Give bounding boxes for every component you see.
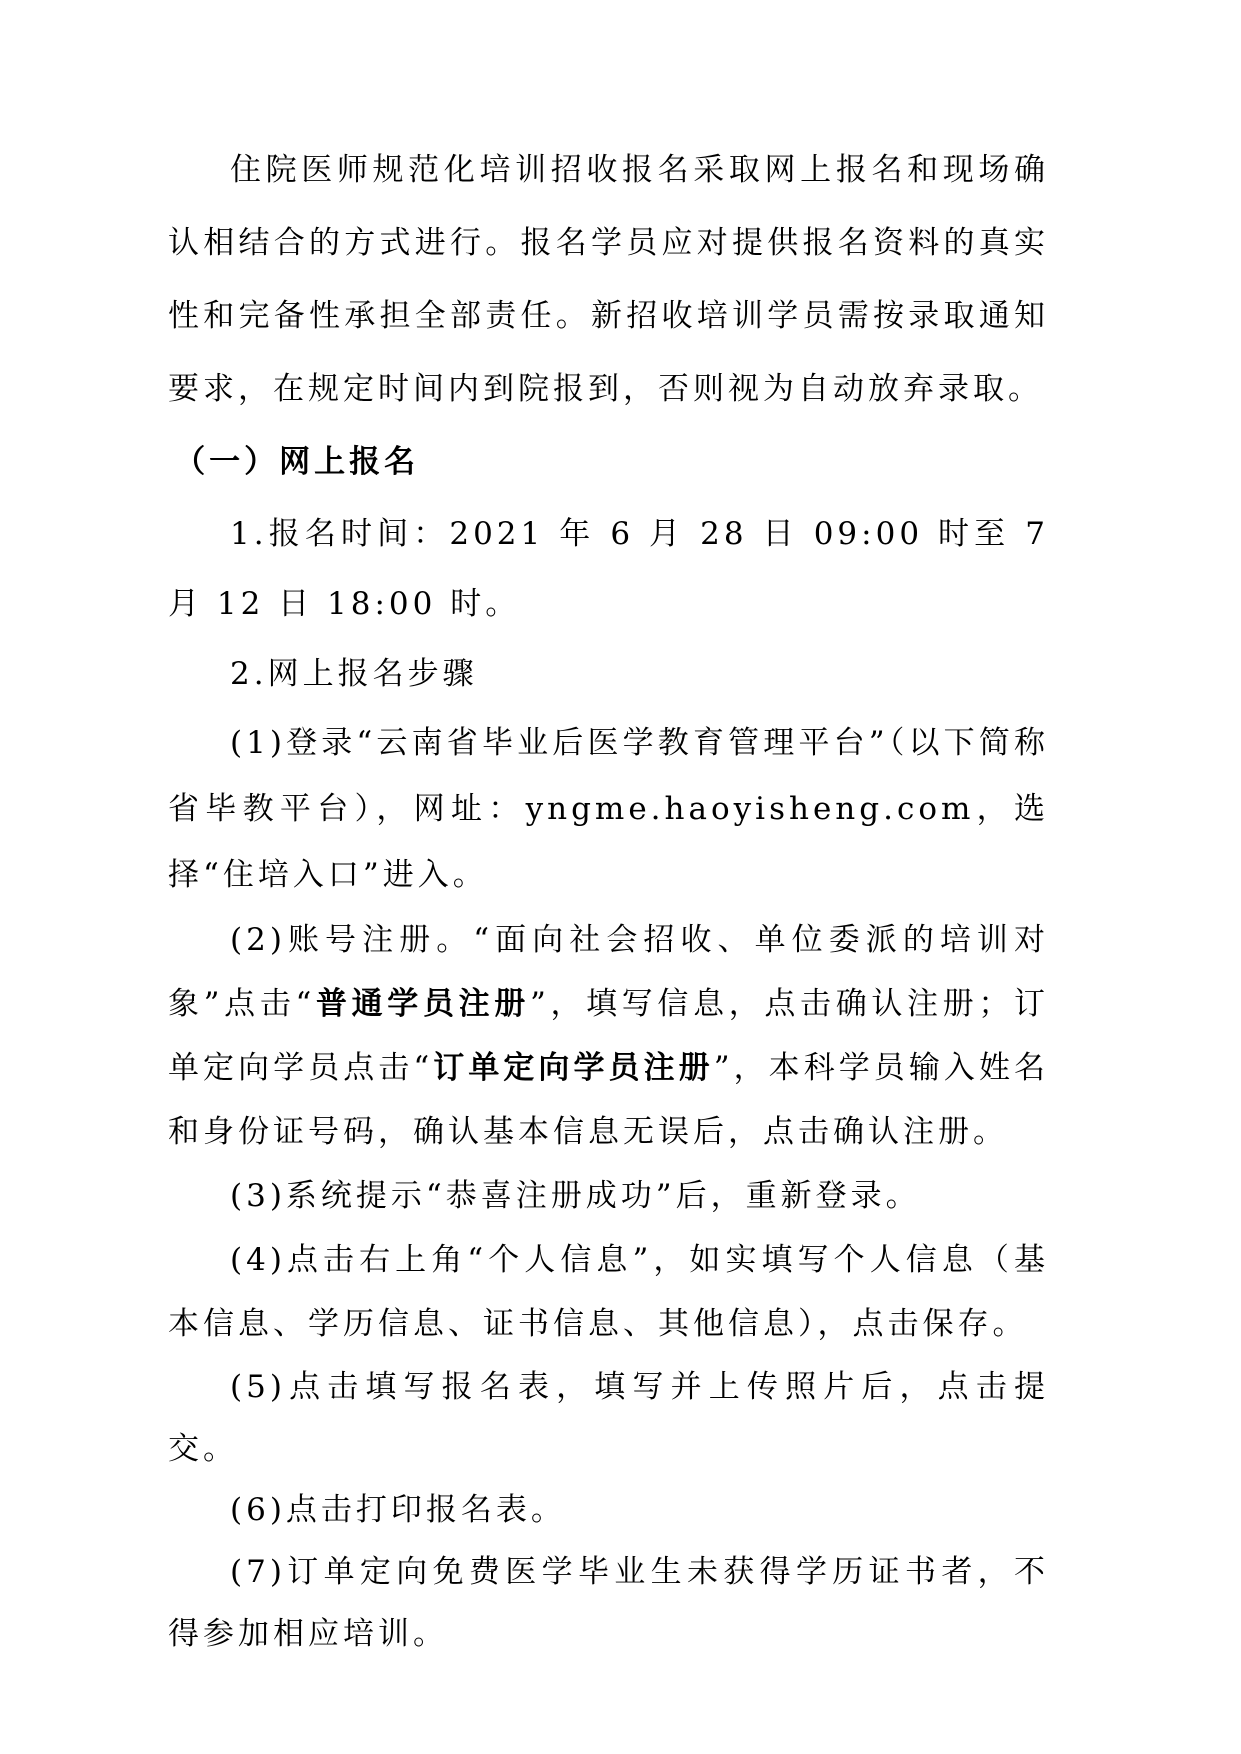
paragraph-step-4-personal-info: (4)点击右上角“个人信息”，如实填写个人信息（基本信息、学历信息、证书信息、其他信息），点击保存。 (168, 1242, 1049, 1342)
paragraph-step-7-targeted-graduates: (7)订单定向免费医学毕业生未获得学历证书者，不得参加相应培训。 (168, 1554, 1049, 1652)
paragraph-registration-time: 1.报名时间：2021 年 6 月 28 日 09:00 时至 7 月 12 日 18:00 时。 (168, 516, 1049, 622)
text-run: ”，填写信息，点击确认注册；订单定向学员点击“ (168, 986, 1049, 1086)
paragraph-intro: 住院医师规范化培训招收报名采取网上报名和现场确认相结合的方式进行。报名学员应对提供报名资料的真实性和完备性承担全部责任。新招收培训学员需按录取通知要求，在规定时间内到院报到，否则视为自动放弃录取。 (168, 152, 1049, 407)
section-heading-online-registration: （一）网上报名 (174, 444, 420, 480)
bold-text-run-targeted-student-register: 订单定向学员注册 (433, 1050, 714, 1086)
paragraph-step-2-account-register (168, 908, 1049, 1164)
text-run: (2)账号注册。“面向社会招收、单位委派的培训对象”点击“ (168, 922, 1049, 1022)
paragraph-step-3-success-relogin: (3)系统提示“恭喜注册成功”后，重新登录。 (230, 1178, 921, 1214)
paragraph-step-1-login: (1)登录“云南省毕业后医学教育管理平台”（以下简称省毕教平台），网址：yngme.haoyisheng.com，选择“住培入口”进入。 (168, 725, 1049, 893)
paragraph-steps-title: 2.网上报名步骤 (230, 656, 478, 692)
paragraph-step-5-fill-form: (5)点击填写报名表，填写并上传照片后，点击提交。 (168, 1369, 1049, 1467)
paragraph-step-6-print-form: (6)点击打印报名表。 (230, 1492, 566, 1528)
text-run: ”，本科学员输入姓名和身份证号码，确认基本信息无误后，点击确认注册。 (168, 1050, 1049, 1150)
bold-text-run-ordinary-student-register: 普通学员注册 (315, 986, 530, 1022)
